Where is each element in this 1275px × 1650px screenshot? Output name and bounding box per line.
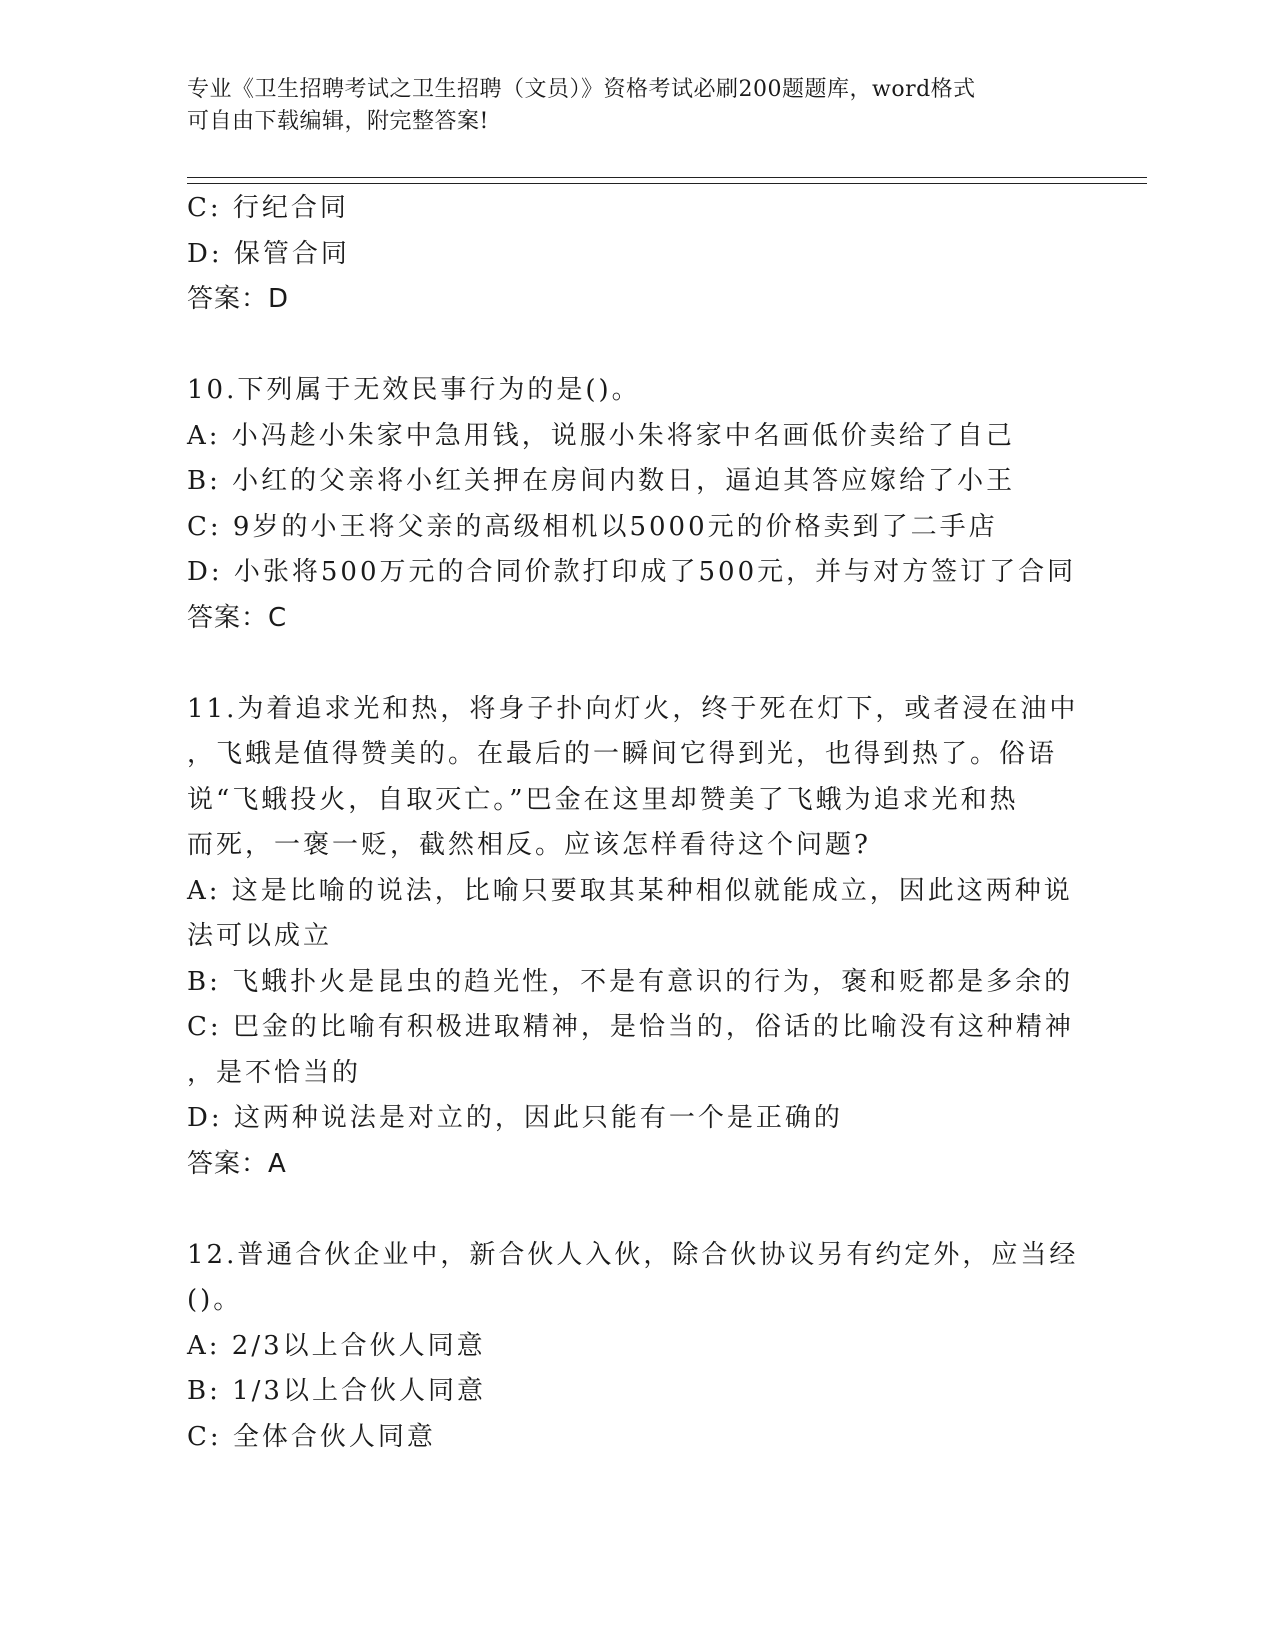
option-c: C: 行纪合同 xyxy=(187,193,349,223)
question-stem: 10.下列属于无效民事行为的是()。 xyxy=(187,375,641,405)
question-stem-line-2: ()。 xyxy=(187,1285,243,1315)
document-header xyxy=(187,74,1067,138)
spacer xyxy=(187,641,1072,687)
option-a-line-2: 法可以成立 xyxy=(187,921,333,951)
question-stem-line-1: 12.普通合伙企业中，新合伙人入伙，除合伙协议另有约定外，应当经 xyxy=(187,1239,1079,1270)
answer-line: 答案：D xyxy=(187,284,290,314)
option-b: B: 飞蛾扑火是昆虫的趋光性，不是有意识的行为，褒和贬都是多余的 xyxy=(187,966,1074,997)
option-c-line-1: C: 巴金的比喻有积极进取精神，是恰当的，俗话的比喻没有这种精神 xyxy=(187,1012,1074,1042)
question-stem-line-4: 而死，一褒一贬，截然相反。应该怎样看待这个问题? xyxy=(187,830,871,860)
header-line-1: 专业《卫生招聘考试之卫生招聘（文员）》资格考试必刷200题题库，word格式 xyxy=(187,77,976,102)
header-line-2: 可自由下载编辑，附完整答案! xyxy=(187,109,489,134)
option-c-line-2: ，是不恰当的 xyxy=(187,1057,362,1088)
spacer xyxy=(187,1187,1072,1233)
header-rule-bottom xyxy=(187,183,1147,184)
option-d: D: 保管合同 xyxy=(187,238,350,269)
option-d: D: 小张将500万元的合同价款打印成了500元，并与对方签订了合同 xyxy=(187,557,1077,587)
question-9-tail xyxy=(187,186,1072,323)
option-b: B: 小红的父亲将小红关押在房间内数日，逼迫其答应嫁给了小王 xyxy=(187,466,1016,496)
option-a: A: 2/3以上合伙人同意 xyxy=(187,1330,486,1361)
question-stem-line-3: 说“飞蛾投火，自取灭亡。”巴金在这里却赞美了飞蛾为追求光和热 xyxy=(187,784,1019,815)
option-c: C: 全体合伙人同意 xyxy=(187,1421,436,1452)
option-a-line-1: A: 这是比喻的说法，比喻只要取其某种相似就能成立，因此这两种说 xyxy=(187,875,1073,906)
question-10 xyxy=(187,368,1077,641)
spacer xyxy=(187,323,1072,369)
option-b: B: 1/3以上合伙人同意 xyxy=(187,1376,486,1406)
answer-line: 答案：A xyxy=(187,1148,287,1179)
answer-line: 答案：C xyxy=(187,602,288,633)
question-stem-line-2: ，飞蛾是值得赞美的。在最后的一瞬间它得到光，也得到热了。俗语 xyxy=(187,739,1058,769)
question-content xyxy=(187,186,1079,1460)
header-rule-top xyxy=(187,177,1147,178)
option-d: D: 这两种说法是对立的，因此只能有一个是正确的 xyxy=(187,1103,843,1133)
question-stem-line-1: 11.为着追求光和热，将身子扑向灯火，终于死在灯下，或者浸在油中 xyxy=(187,693,1079,724)
question-11 xyxy=(187,687,1079,1188)
question-12 xyxy=(187,1233,1079,1461)
option-a: A: 小冯趁小朱家中急用钱，说服小朱将家中名画低价卖给了自己 xyxy=(187,420,1015,451)
option-c: C: 9岁的小王将父亲的高级相机以5000元的价格卖到了二手店 xyxy=(187,511,998,542)
